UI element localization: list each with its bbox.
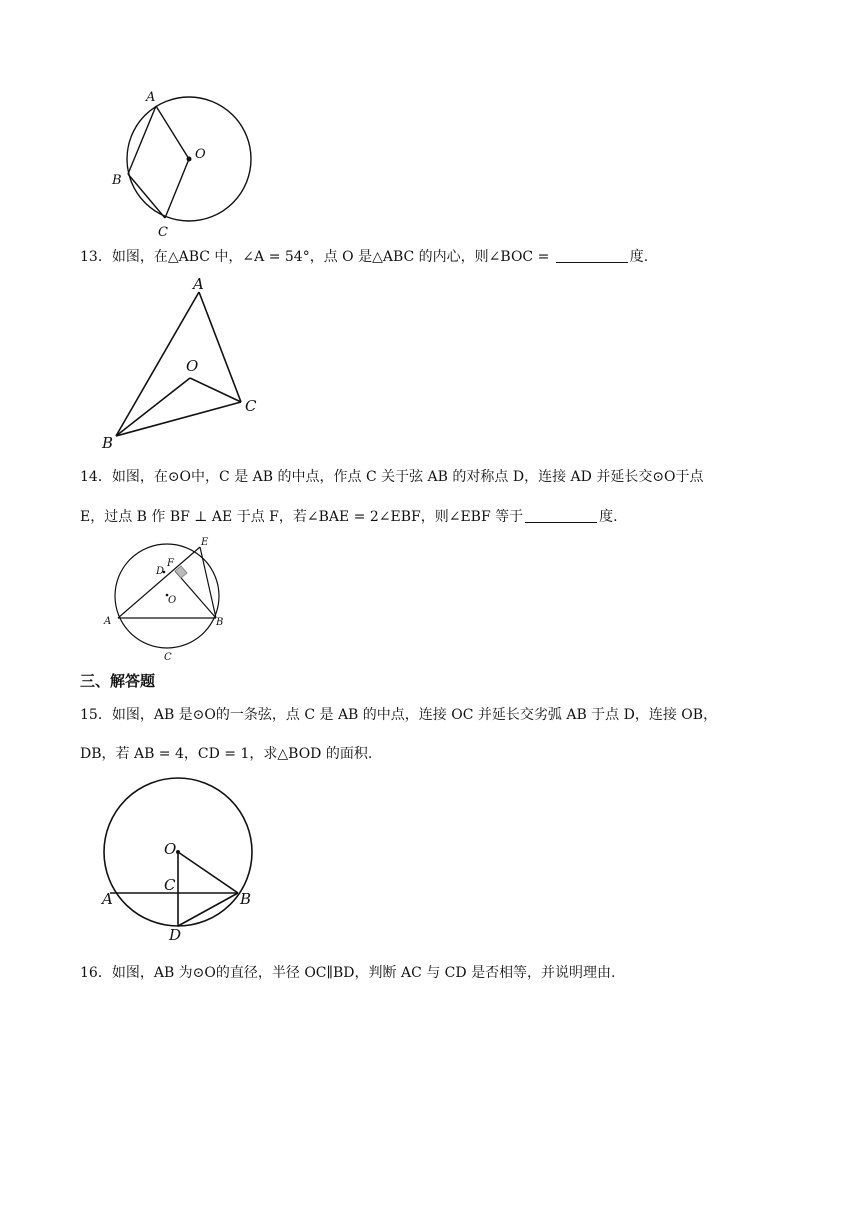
q15-number: 15． — [80, 707, 112, 723]
q13-suffix: 度. — [629, 249, 649, 265]
label-f: F — [167, 558, 174, 569]
label-a: A — [146, 90, 156, 105]
label-e: E — [201, 537, 209, 548]
q13-number: 13． — [80, 249, 112, 265]
q15-line1: 如图，AB 是⊙O的一条弦，点 C 是 AB 的中点，连接 OC 并延长交劣弧 AB 于点 D，连接 OB， — [111, 707, 718, 723]
q14-line1: 如图，在⊙O中，C 是 AB 的中点，作点 C 关于弦 AB 的对称点 D，连接 AD 并延长交⊙O于点 — [111, 469, 704, 485]
label-c: C — [158, 225, 168, 240]
label-c: C — [164, 876, 176, 894]
label-b: B — [240, 890, 252, 908]
figure-q15 — [96, 774, 266, 944]
label-c: C — [164, 652, 172, 663]
q16-text: 如图，AB 为⊙O的直径，半径 OC∥BD，判断 AC 与 CD 是否相等，并说明理由. — [111, 965, 616, 981]
q16-number: 16． — [80, 965, 112, 981]
label-c: C — [245, 397, 257, 415]
question-16 — [80, 963, 616, 983]
q13-answer-blank[interactable] — [556, 248, 628, 263]
q14-line2: E，过点 B 作 BF ⊥ AE 于点 F，若∠BAE = 2∠EBF，则∠EBF 等于 — [80, 509, 524, 525]
label-b: B — [216, 617, 224, 628]
figure-q13 — [96, 272, 276, 454]
label-a: A — [102, 890, 113, 908]
q14-suffix: 度. — [599, 509, 618, 525]
figure-q14 — [98, 534, 238, 666]
label-d: D — [169, 926, 182, 944]
label-o: O — [164, 840, 177, 858]
section-title: 三、解答题 — [80, 672, 156, 690]
label-b: B — [112, 173, 122, 188]
q15-line2: DB，若 AB = 4，CD = 1，求△BOD 的面积. — [80, 746, 373, 762]
label-d: D — [156, 566, 165, 577]
label-o: O — [186, 357, 199, 375]
label-o: O — [168, 595, 177, 606]
q14-answer-blank[interactable] — [525, 508, 597, 523]
question-15-line1 — [80, 705, 717, 725]
figure-q12 — [100, 84, 270, 244]
question-14-line1 — [80, 467, 704, 487]
q14-number: 14． — [80, 469, 112, 485]
label-a: A — [193, 275, 204, 293]
question-15-line2 — [80, 744, 372, 764]
question-14-line2 — [80, 507, 618, 527]
question-13 — [80, 247, 648, 267]
label-b: B — [102, 434, 114, 452]
label-a: A — [104, 616, 112, 627]
label-o: O — [195, 147, 206, 162]
q13-text: 如图，在△ABC 中，∠A = 54°，点 O 是△ABC 的内心，则∠BOC = — [111, 249, 554, 265]
